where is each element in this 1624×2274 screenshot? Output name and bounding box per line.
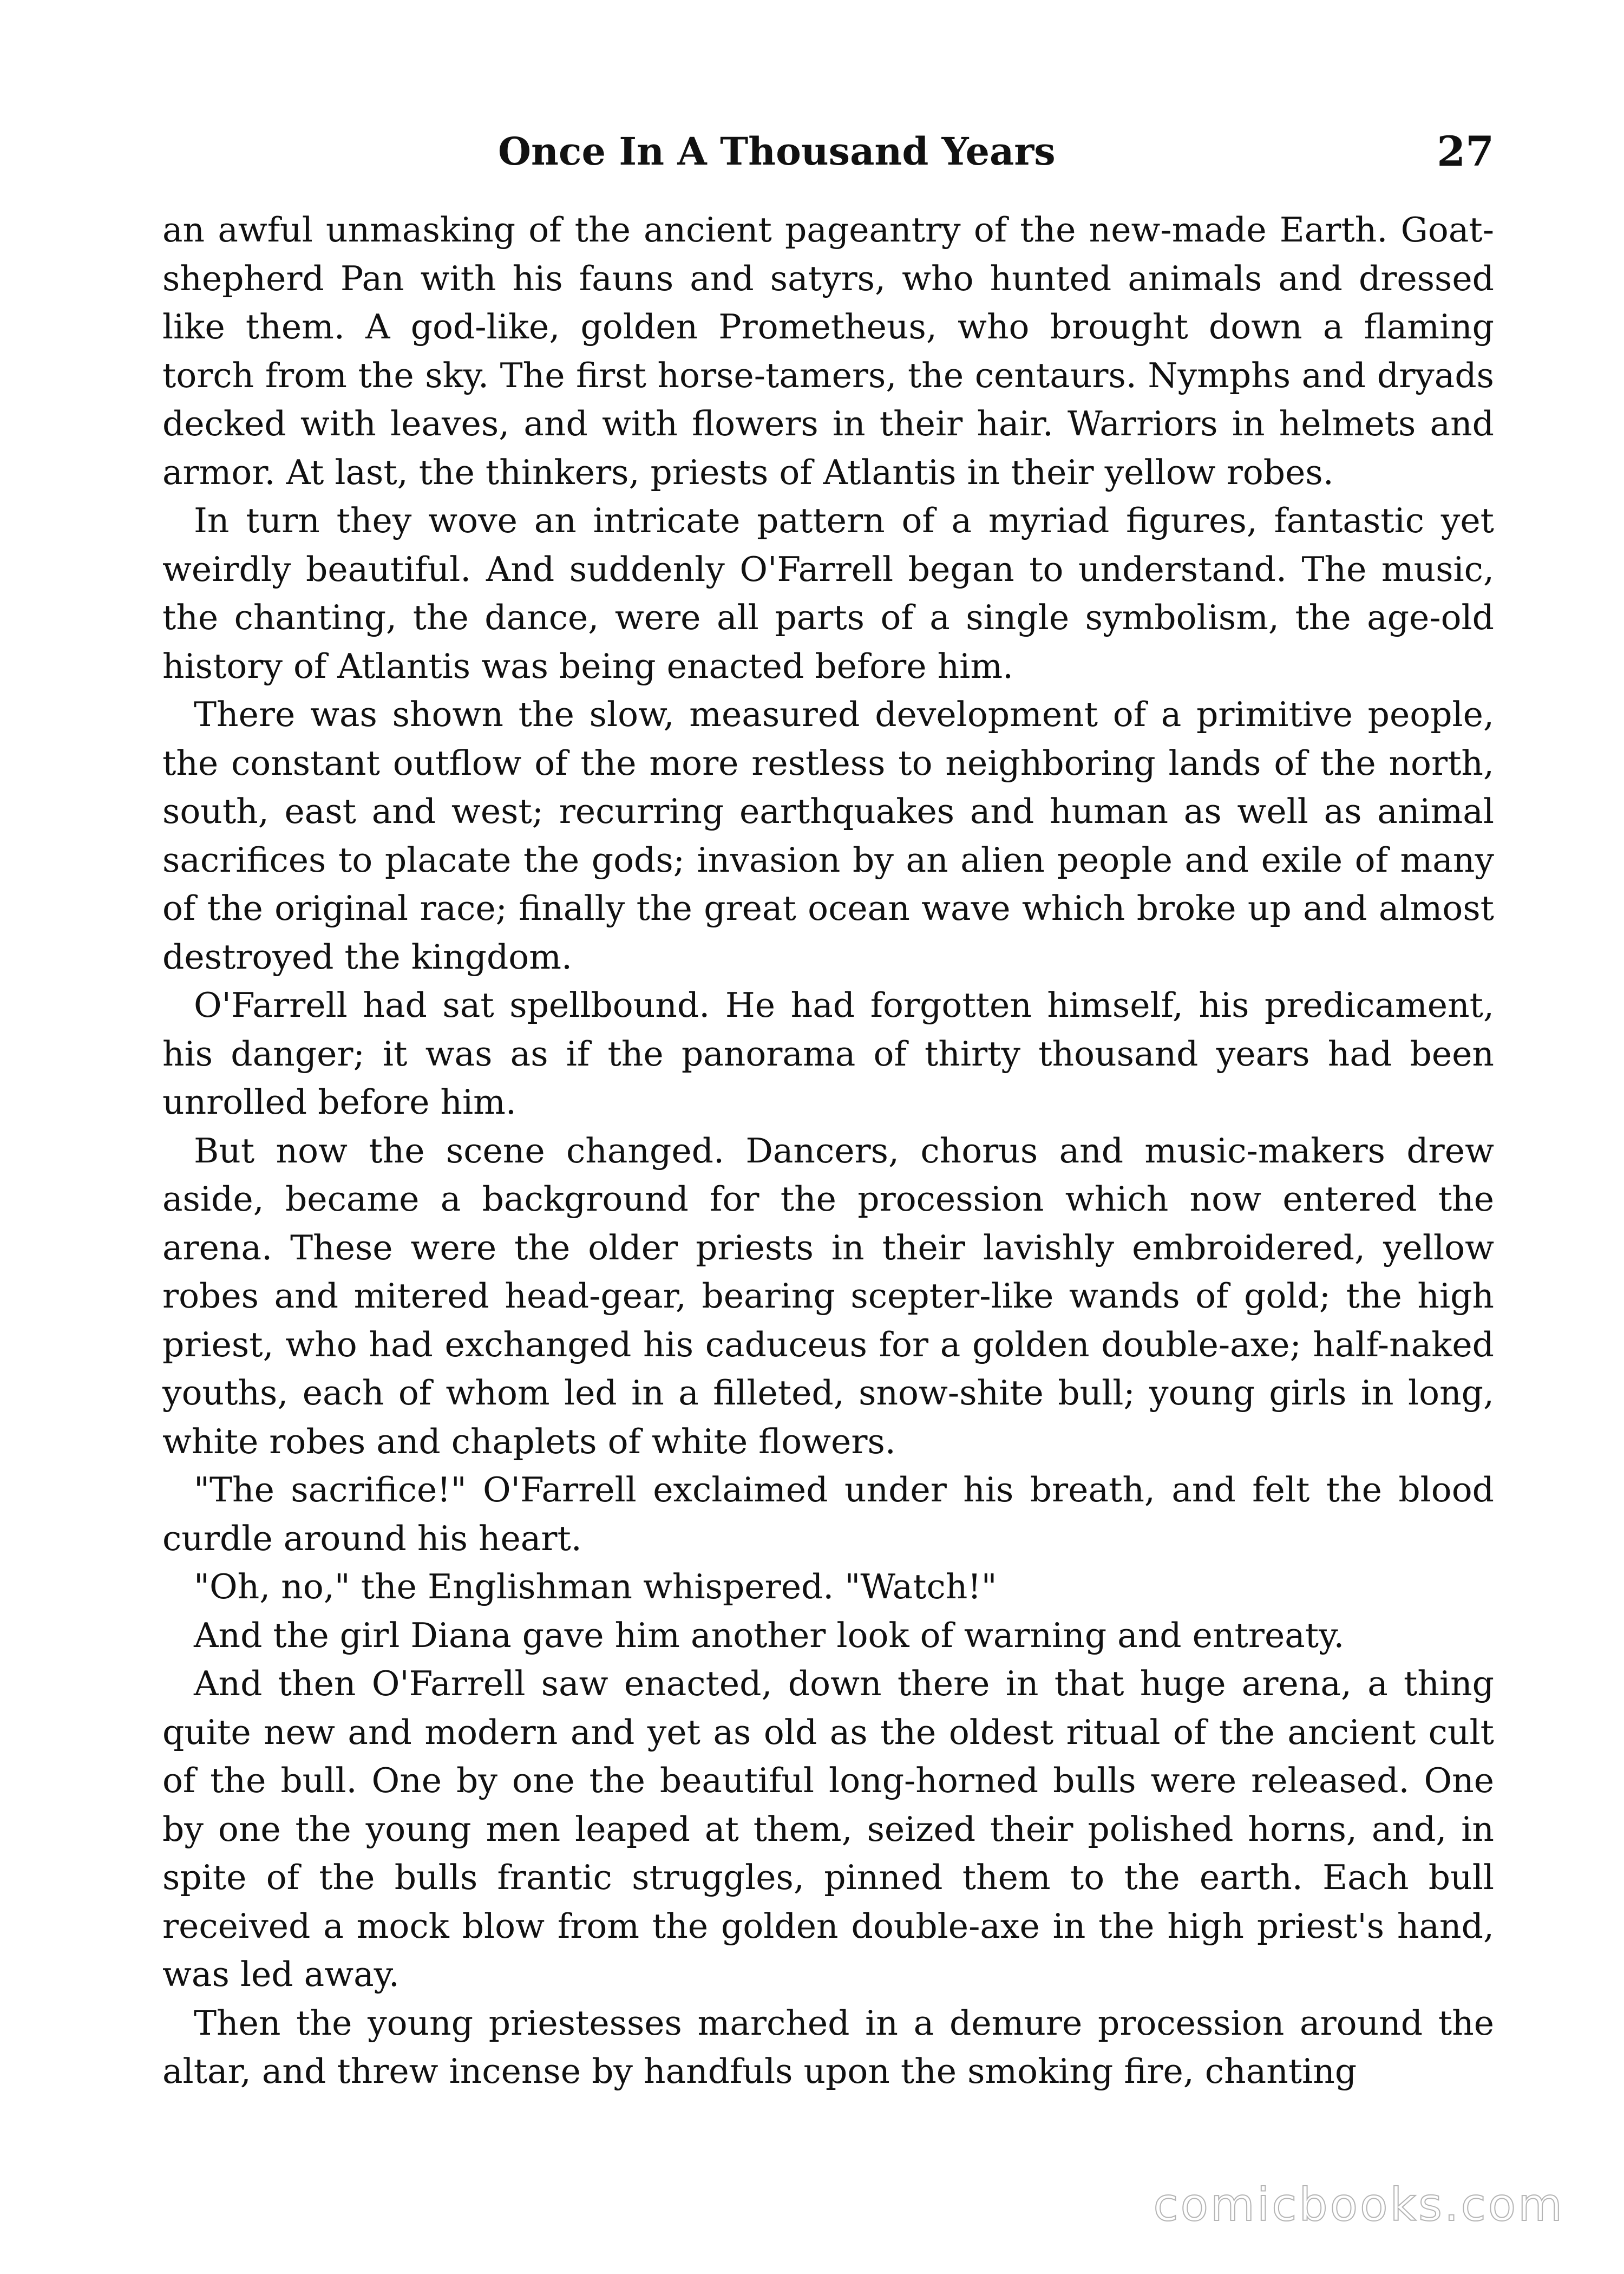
body-text: [162, 206, 1494, 2096]
paragraph: Then the young priestesses marched in a demure procession around the altar, and threw incense by handfuls upon the smoking fire, chanting: [162, 2003, 1494, 2091]
paragraph: There was shown the slow, measured development of a primitive people, the constant outflow of the more restless to neighboring lands of the north, south, east and west; recurring earthquakes and human as well as animal sacrifices to placate the gods; invasion by an alien people and exile of many of the original race; finally the great ocean wave which broke up and almost destroyed the kingdom.: [162, 695, 1494, 977]
running-title: Once In A Thousand Years: [498, 129, 1056, 174]
paragraph: an awful unmasking of the ancient pageantry of the new-made Earth. Goat-shepherd Pan with his fauns and satyrs, who hunted animals and dressed like them. A god-like, golden Prometheus, who brought down a flaming torch from the sky. The first horse-tamers, the centaurs. Nymphs and dryads decked with leaves, and with flowers in their hair. Warriors in helmets and armor. At last, the thinkers, priests of Atlantis in their yellow robes.: [162, 210, 1494, 492]
source-watermark: comicbooks.com: [1153, 2178, 1564, 2231]
running-header: [162, 122, 1494, 181]
paragraph: And the girl Diana gave him another look of warning and entreaty.: [194, 1615, 1345, 1655]
paragraph: O'Farrell had sat spellbound. He had forgotten himself, his predicament, his danger; it was as if the panorama of thirty thousand years had been unrolled before him.: [162, 985, 1494, 1122]
paragraph: In turn they wove an intricate pattern of a myriad figures, fantastic yet weirdly beautiful. And suddenly O'Farrell began to understand. The music, the chanting, the dance, were all parts of a single symbolism, the age-old history of Atlantis was being enacted before him.: [162, 501, 1494, 686]
paragraph: But now the scene changed. Dancers, chorus and music-makers drew aside, became a background for the procession which now entered the arena. These were the older priests in their lavishly embroidered, yellow robes and mitered head-gear, bearing scepter-like wands of gold; the high priest, who had exchanged his caduceus for a golden double-axe; half-naked youths, each of whom led in a filleted, snow-shite bull; young girls in long, white robes and chaplets of white flowers.: [162, 1131, 1494, 1461]
paragraph: And then O'Farrell saw enacted, down there in that huge arena, a thing quite new and modern and yet as old as the oldest ritual of the ancient cult of the bull. One by one the beautiful long-horned bulls were released. One by one the young men leaped at them, seized their polished horns, and, in spite of the bulls frantic struggles, pinned them to the earth. Each bull received a mock blow from the golden double-axe in the high priest's hand, was led away.: [162, 1664, 1494, 1994]
page-number: 27: [1437, 127, 1494, 175]
paragraph: "Oh, no," the Englishman whispered. "Watch!": [194, 1567, 997, 1606]
paragraph: "The sacrifice!" O'Farrell exclaimed under his breath, and felt the blood curdle around his heart.: [162, 1470, 1494, 1558]
